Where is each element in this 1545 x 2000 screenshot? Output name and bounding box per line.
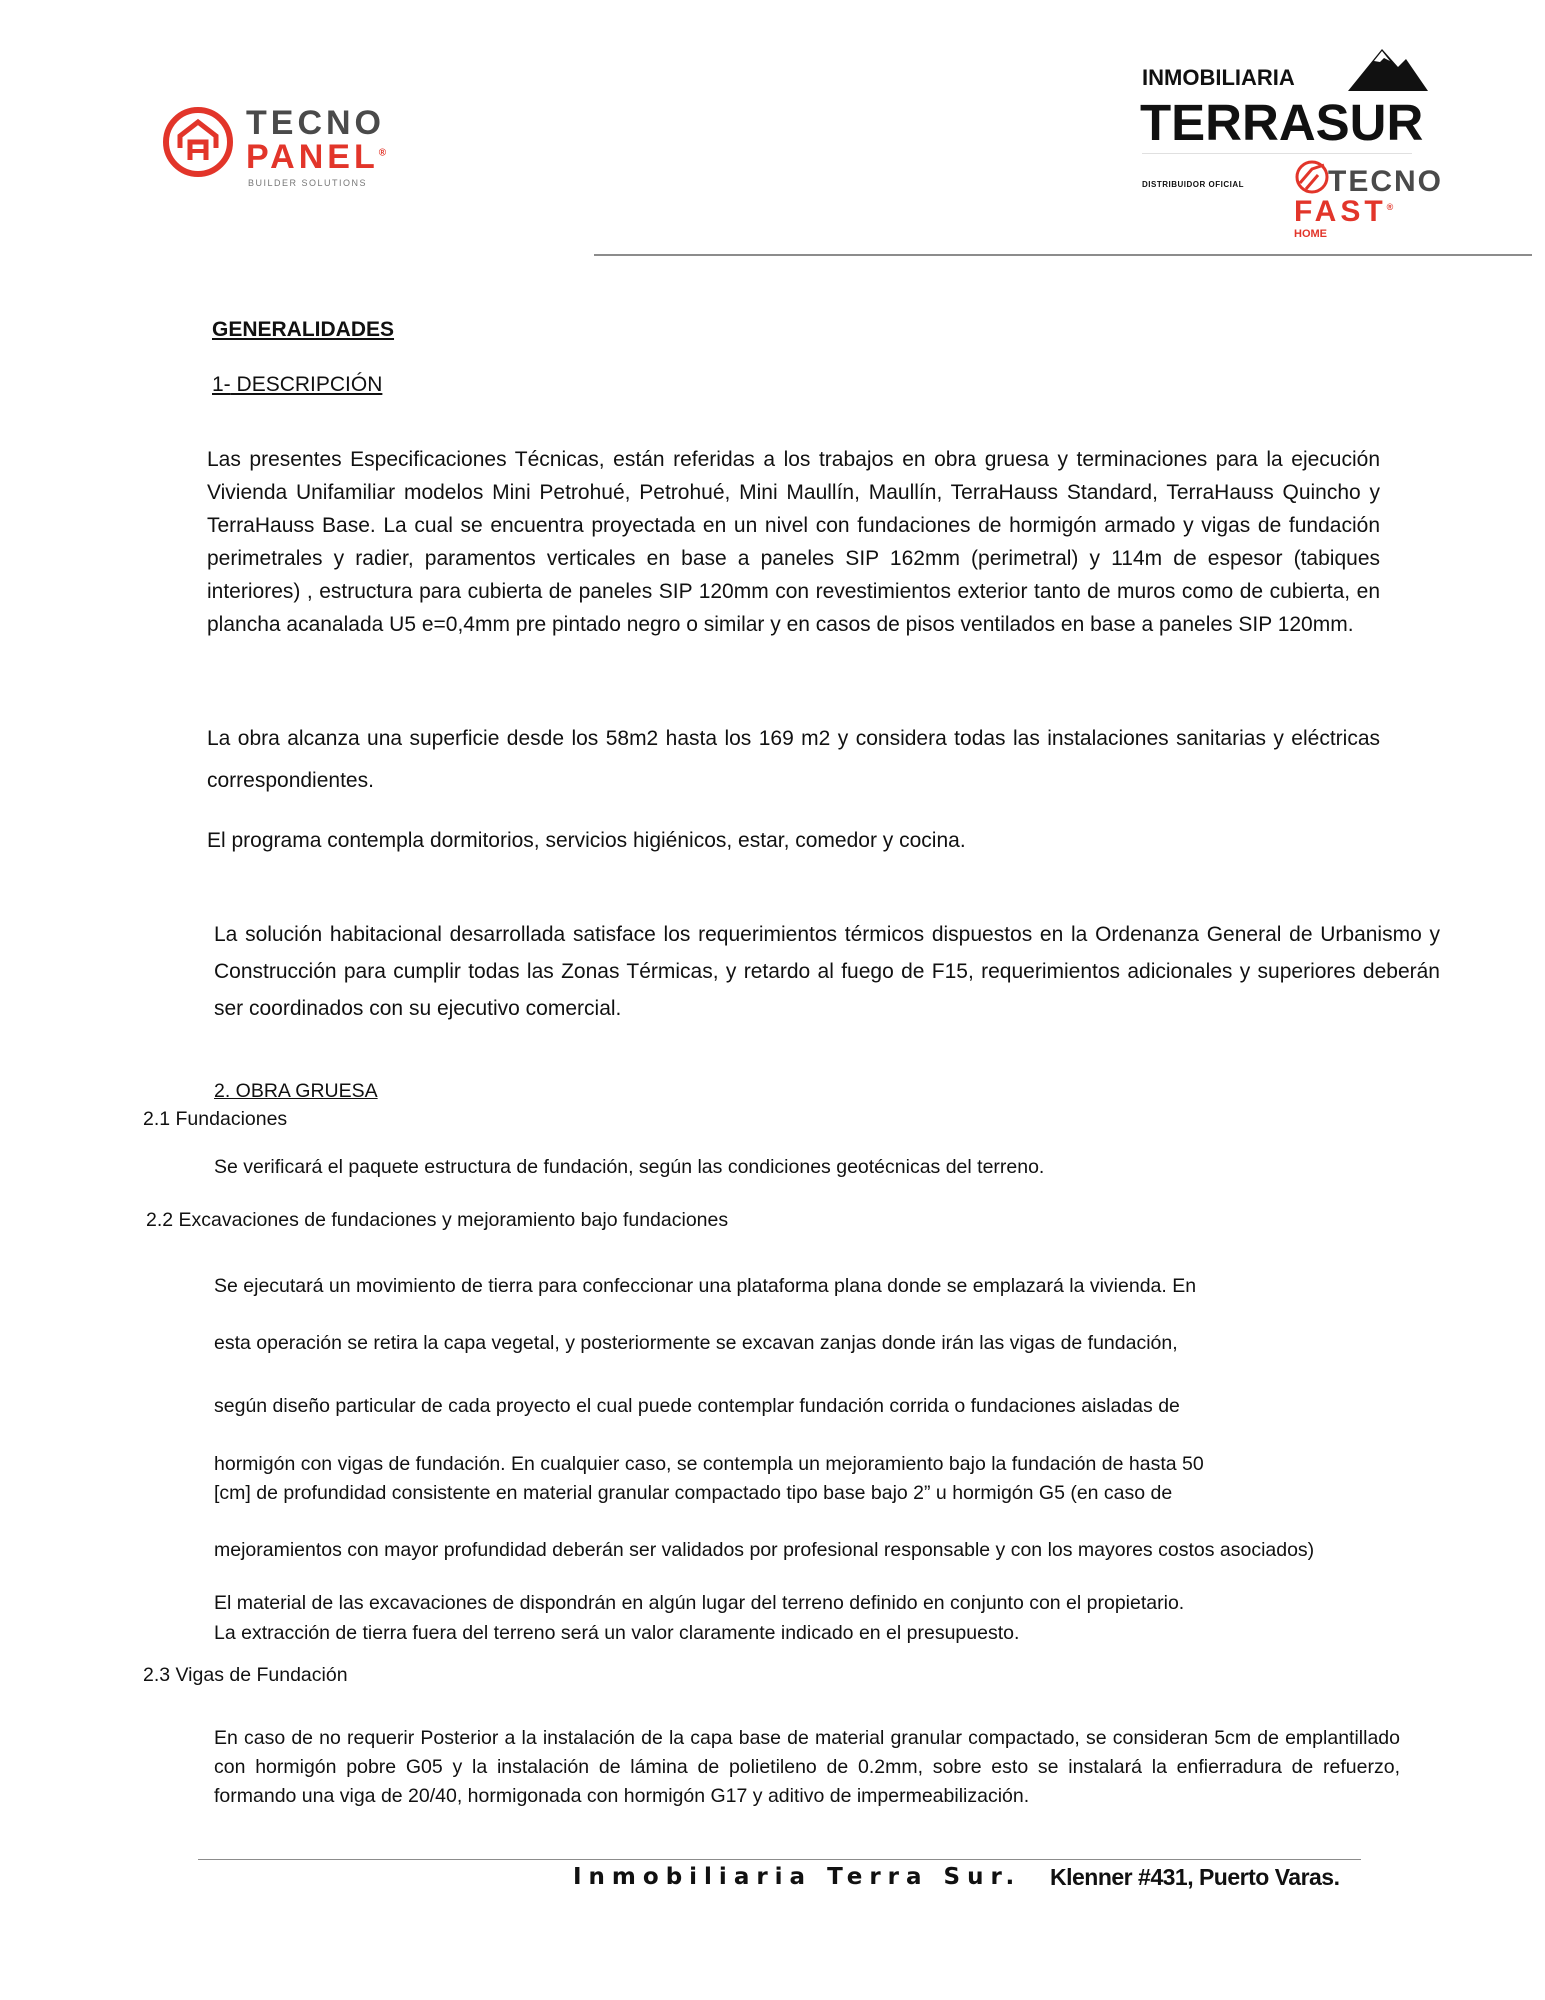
logo-right-brand: TERRASUR	[1140, 94, 1424, 151]
paragraph-program: El programa contempla dormitorios, servicios higiénicos, estar, comedor y cocina.	[207, 829, 966, 852]
footer-address: Klenner #431, Puerto Varas.	[1050, 1864, 1340, 1890]
section-2-3-text: En caso de no requerir Posterior a la instalación de la capa base de material granular compactado, se consideran 5cm de emplantillado con hormigón pobre G05 y la instalación de lámina de polietileno de 0.2mm, sobre esto se instalará la enfierradura de refuerzo, formando una viga de 20/40, hormigonada con hormigón G17 y aditivo de impermeabilización.	[214, 1727, 1400, 1807]
logo-right-partner-line2-text: FAST	[1294, 195, 1387, 228]
section-2-2-line-6: mejoramientos con mayor profundidad deberán ser validados por profesional responsable y con los mayores costos asociados)	[214, 1539, 1315, 1561]
paragraph-description: Las presentes Especificaciones Técnicas, están referidas a los trabajos en obra gruesa y terminaciones para la ejecución Vivienda Unifamiliar modelos Mini Petrohué, Petrohué, Mini Maullín, Maullín, TerraHauss Standard, TerraHauss Quincho y TerraHauss Base. La cual se encuentra proyectada en un nivel con fundaciones de hormigón armado y vigas de fundación perimetrales y radier, paramentos verticales en base a paneles SIP 162mm (perimetral) y 114m de espesor (tabiques interiores) , estructura para cubierta de paneles SIP 120mm con revestimientos exterior tanto de muros como de cubierta, en plancha acanalada U5 e=0,4mm pre pintado negro o similar y en casos de pisos ventilados en base a paneles SIP 120mm.	[207, 448, 1380, 636]
logo-right-divider	[1142, 153, 1412, 154]
tecnopanel-logo	[158, 100, 398, 195]
section-2-2-line-7: El material de las excavaciones de dispondrán en algún lugar del terreno definido en conjunto con el propietario.	[214, 1592, 1185, 1614]
section-2-2-title: 2.2 Excavaciones de fundaciones y mejoramiento bajo fundaciones	[146, 1209, 729, 1231]
section-2-3-title: 2.3 Vigas de Fundación	[143, 1664, 348, 1686]
section-2-2-line-4: hormigón con vigas de fundación. En cualquier caso, se contempla un mejoramiento bajo la fundación de hasta 50	[214, 1453, 1204, 1475]
house-circle-icon	[158, 100, 238, 180]
paragraph-surface: La obra alcanza una superficie desde los 58m2 hasta los 169 m2 y considera todas las instalaciones sanitarias y eléctricas correspondientes.	[207, 727, 1380, 792]
section-2-1-text: Se verificará el paquete estructura de fundación, según las condiciones geotécnicas del terreno.	[214, 1156, 1045, 1178]
logo-right-partner-reg: ®	[1386, 202, 1398, 212]
section-1-number: 1-	[212, 373, 231, 396]
logo-left-line2	[246, 138, 390, 177]
paragraph-thermal: La solución habitacional desarrollada satisface los requerimientos térmicos dispuestos en la Ordenanza General de Urbanismo y Construcción para cumplir todas las Zonas Térmicas, y retardo al fuego de F15, requerimientos adicionales y superiores deberán ser coordinados con su ejecutivo comercial.	[214, 923, 1440, 1020]
footer-brand: Inmobiliaria Terra Sur.	[573, 1864, 1022, 1890]
section-2-2-line-3: según diseño particular de cada proyecto el cual puede contemplar fundación corrida o fundaciones aisladas de	[214, 1395, 1180, 1417]
tecnofast-emblem-icon	[1292, 157, 1332, 197]
section-2-1-title: 2.1 Fundaciones	[143, 1108, 288, 1130]
mountain-icon	[1348, 45, 1428, 93]
section-2-2-line-1: Se ejecutará un movimiento de tierra para confeccionar una plataforma plana donde se emplazará la vivienda. En	[214, 1275, 1197, 1297]
section-2-title: 2. OBRA GRUESA	[214, 1080, 378, 1102]
section-1-heading	[212, 373, 382, 397]
section-2-2-line-5: [cm] de profundidad consistente en material granular compactado tipo base bajo 2” u hormigón G5 (en caso de	[214, 1482, 1173, 1504]
logo-right-distributor: DISTRIBUIDOR OFICIAL	[1142, 180, 1244, 189]
header-divider	[594, 254, 1532, 256]
logo-right-partner-line2	[1294, 195, 1397, 229]
section-2-2-line-8: La extracción de tierra fuera del terreno será un valor claramente indicado en el presupuesto.	[214, 1622, 1020, 1644]
terrasur-logo	[1130, 45, 1443, 245]
logo-left-line2-text: PANEL	[246, 138, 379, 176]
document-title: GENERALIDADES	[212, 318, 395, 341]
logo-right-top: INMOBILIARIA	[1142, 65, 1295, 90]
logo-right-partner-line1: TECNO	[1328, 165, 1443, 198]
footer-divider	[198, 1859, 1361, 1860]
section-2-2-line-2: esta operación se retira la capa vegetal, y posteriormente se excavan zanjas donde irán las vigas de fundación,	[214, 1332, 1178, 1354]
logo-left-line1: TECNO	[246, 104, 385, 142]
section-1-title: DESCRIPCIÓN	[230, 373, 383, 396]
logo-right-partner-line3: HOME	[1294, 228, 1327, 240]
logo-left-tagline: BUILDER SOLUTIONS	[248, 178, 368, 188]
logo-left-reg: ®	[378, 147, 391, 159]
